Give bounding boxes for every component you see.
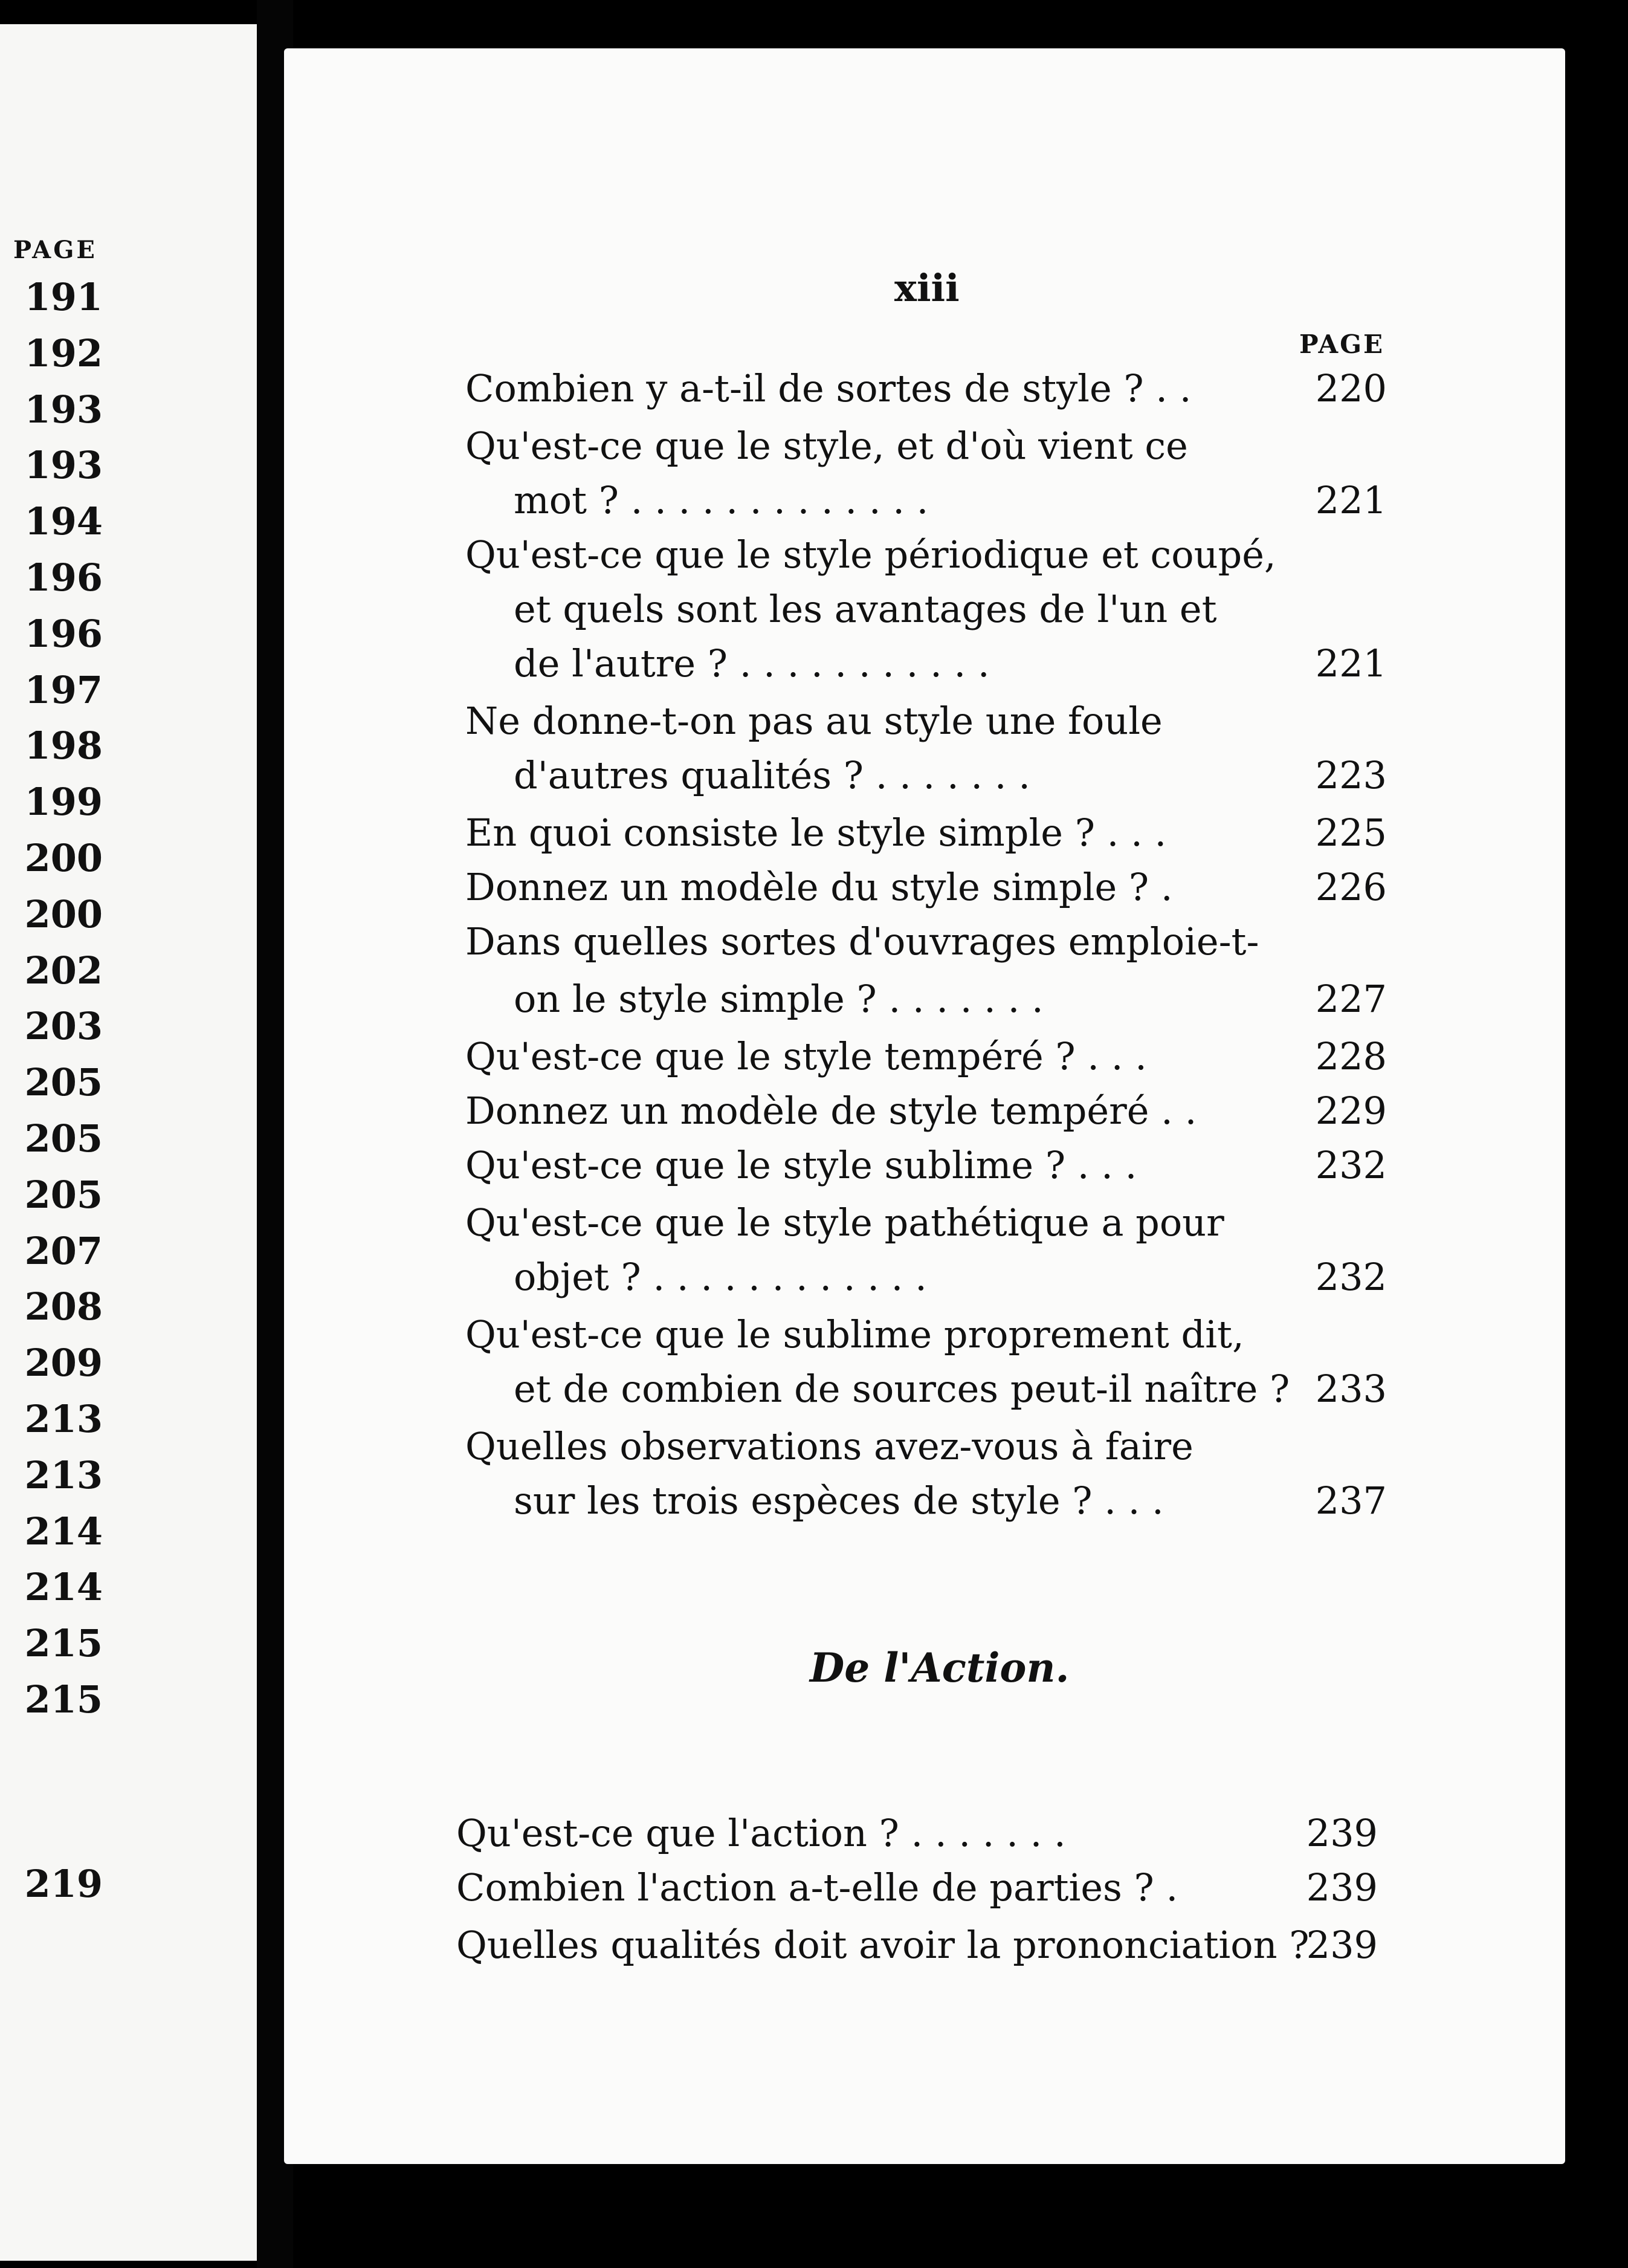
left-page-number: 214	[24, 1565, 103, 1610]
toc-entry-page: 229	[1315, 1089, 1387, 1133]
toc-entry	[0, 1919, 1628, 1971]
toc-entry-page: 221	[1315, 641, 1387, 685]
toc-entry-page: 239	[1306, 1865, 1378, 1910]
toc-entry	[0, 861, 1628, 913]
toc-entry-text: mot ? . . . . . . . . . . . . .	[514, 478, 929, 522]
left-page-number: 196	[24, 556, 103, 600]
toc-entry-text: objet ? . . . . . . . . . . . .	[514, 1255, 927, 1299]
left-page-number: 193	[24, 443, 103, 488]
toc-entry-page: 225	[1315, 811, 1387, 855]
toc-entry-text: d'autres qualités ? . . . . . . .	[514, 753, 1030, 797]
page-column-label: PAGE	[1299, 329, 1384, 359]
toc-entry	[0, 1139, 1628, 1191]
toc-entry-page: 228	[1315, 1034, 1387, 1078]
toc-entry	[0, 1031, 1628, 1083]
left-page-number: 213	[24, 1453, 103, 1497]
left-page-number: 205	[24, 1172, 103, 1217]
toc-entry	[0, 1807, 1628, 1859]
toc-entry-text: Quelles observations avez-vous à faire	[465, 1424, 1194, 1468]
toc-entry-text: Dans quelles sortes d'ouvrages emploie-t-	[465, 919, 1259, 964]
left-page-number: 200	[24, 836, 103, 880]
toc-entry-page: 233	[1315, 1367, 1387, 1411]
toc-entry	[0, 1862, 1628, 1914]
toc-entry-text: Quelles qualités doit avoir la prononciation ?	[456, 1923, 1310, 1967]
left-page-number: 193	[24, 387, 103, 432]
toc-entry-text: Qu'est-ce que le sublime proprement dit,	[465, 1312, 1244, 1356]
page-number: xiii	[894, 266, 960, 310]
section-title: De l'Action.	[810, 1644, 1070, 1691]
toc-entry	[0, 420, 1628, 472]
toc-entry-text: Donnez un modèle de style tempéré . .	[465, 1089, 1197, 1133]
toc-entry	[0, 1421, 1628, 1473]
toc-entry-text: et de combien de sources peut-il naître ?	[514, 1367, 1290, 1411]
toc-entry	[0, 1309, 1628, 1361]
toc-entry-text: sur les trois espèces de style ? . . .	[514, 1479, 1164, 1523]
toc-entry	[0, 475, 1628, 526]
toc-entry-page: 220	[1315, 366, 1387, 410]
toc-entry	[0, 916, 1628, 968]
toc-entry-page: 232	[1315, 1255, 1387, 1299]
left-page-number: 200	[24, 892, 103, 936]
toc-entry-text: et quels sont les avantages de l'un et	[514, 587, 1217, 631]
toc-entry	[0, 1251, 1628, 1303]
left-page-number: 213	[24, 1397, 103, 1441]
toc-entry-page: 227	[1315, 977, 1387, 1021]
toc-entry	[0, 1197, 1628, 1249]
left-page-number: 192	[24, 331, 103, 375]
toc-entry	[0, 583, 1628, 635]
left-page-number: 209	[24, 1341, 103, 1385]
toc-entry-text: Qu'est-ce que le style pathétique a pour	[465, 1200, 1224, 1245]
left-page-number: 219	[24, 1862, 103, 1906]
left-page-number: 198	[24, 724, 103, 768]
toc-entry	[0, 750, 1628, 802]
toc-entry	[0, 1475, 1628, 1527]
toc-entry-text: on le style simple ? . . . . . . .	[514, 977, 1044, 1021]
toc-entry-page: 239	[1306, 1923, 1378, 1967]
toc-entry	[0, 807, 1628, 859]
left-page-number: 194	[24, 499, 103, 544]
left-page-number: 202	[24, 948, 103, 993]
left-page-number: 214	[24, 1509, 103, 1554]
left-page-number: 215	[24, 1677, 103, 1722]
left-page-number: 197	[24, 667, 103, 712]
toc-entry-text: Ne donne-t-on pas au style une foule	[465, 699, 1163, 743]
left-page-number: 208	[24, 1285, 103, 1329]
toc-entry-text: En quoi consiste le style simple ? . . .	[465, 811, 1167, 855]
toc-entry	[0, 638, 1628, 690]
toc-entry-text: Qu'est-ce que le style tempéré ? . . .	[465, 1034, 1147, 1078]
toc-entry-text: Qu'est-ce que le style périodique et coupé,	[465, 533, 1276, 577]
left-page-number: 203	[24, 1004, 103, 1049]
toc-entry-page: 232	[1315, 1143, 1387, 1187]
left-page-number: 199	[24, 780, 103, 825]
toc-entry	[0, 1085, 1628, 1137]
left-page-number: 205	[24, 1116, 103, 1161]
left-page-number: 207	[24, 1228, 103, 1273]
toc-entry-page: 223	[1315, 753, 1387, 797]
toc-entry-page: 237	[1315, 1479, 1387, 1523]
toc-entry-text: Combien y a-t-il de sortes de style ? . .	[465, 366, 1192, 410]
left-page-heading: PAGE	[13, 236, 97, 264]
left-page-number: 215	[24, 1621, 103, 1666]
toc-entry-text: de l'autre ? . . . . . . . . . . .	[514, 641, 990, 685]
toc-entry-text: Donnez un modèle du style simple ? .	[465, 865, 1173, 909]
toc-entry	[0, 363, 1628, 415]
toc-entry	[0, 1363, 1628, 1415]
toc-entry-page: 226	[1315, 865, 1387, 909]
left-page-number: 191	[24, 275, 103, 319]
toc-entry	[0, 973, 1628, 1025]
toc-entry	[0, 695, 1628, 747]
toc-entry-page: 239	[1306, 1811, 1378, 1855]
toc-entry-text: Qu'est-ce que le style sublime ? . . .	[465, 1143, 1137, 1187]
toc-entry-text: Combien l'action a-t-elle de parties ? .	[456, 1865, 1178, 1910]
toc-entry	[0, 529, 1628, 581]
toc-entry-page: 221	[1315, 478, 1387, 522]
toc-entry-text: Qu'est-ce que le style, et d'où vient ce	[465, 424, 1188, 468]
left-page-number: 196	[24, 611, 103, 656]
toc-entry-text: Qu'est-ce que l'action ? . . . . . . .	[456, 1811, 1066, 1855]
left-page-number: 205	[24, 1060, 103, 1105]
